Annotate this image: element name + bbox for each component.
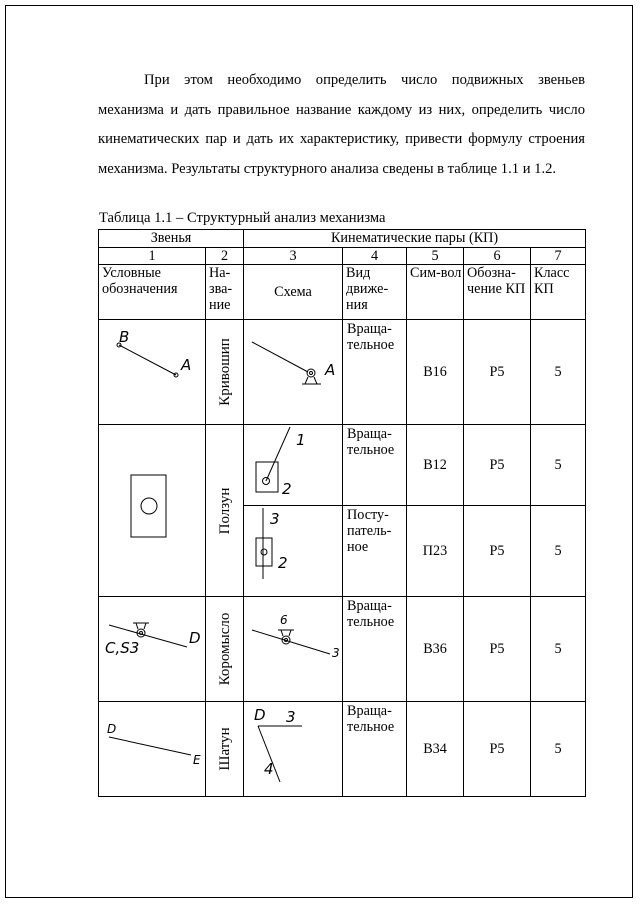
col-number: 1 (99, 248, 206, 265)
table-caption: Таблица 1.1 – Структурный анализ механизма (99, 210, 386, 226)
link-sketch-connecting-rod (99, 702, 206, 797)
link-name: Кривошип (216, 338, 233, 406)
pair-class: 5 (531, 320, 586, 425)
scheme-label: 4 (264, 760, 274, 778)
pair-scheme-p23 (244, 506, 343, 597)
table-row (99, 320, 586, 425)
motion-type: Враща-тельное (343, 702, 407, 797)
link-sketch-crank (99, 320, 206, 425)
link-name-cell (206, 320, 244, 425)
scheme-label: 6 (280, 613, 288, 627)
link-sketch-slider (99, 425, 206, 597)
pair-class: 5 (531, 425, 586, 506)
header-symbols: Условные обозначения (99, 265, 206, 320)
slider-rotational-scheme (244, 425, 343, 506)
link-sketch-rocker (99, 597, 206, 702)
pair-designation: Р5 (464, 597, 531, 702)
scheme-label: 3 (286, 708, 296, 726)
connecting-rod-sketch (99, 702, 206, 797)
header-motion: Вид движе-ния (343, 265, 407, 320)
pair-symbol: В16 (407, 320, 464, 425)
pair-symbol: В36 (407, 597, 464, 702)
link-name-cell (206, 702, 244, 797)
column-header-row (99, 265, 586, 320)
motion-type: Враща-тельное (343, 320, 407, 425)
rocker-link-sketch (99, 597, 206, 702)
pair-designation: Р5 (464, 702, 531, 797)
header-symbol: Сим-вол (407, 265, 464, 320)
motion-type: Враща-тельное (343, 425, 407, 506)
header-name: На-зва-ние (206, 265, 244, 320)
sketch-label: D (107, 722, 117, 736)
pair-scheme-b16 (244, 320, 343, 425)
motion-type: Посту-патель-ное (343, 506, 407, 597)
pair-designation: Р5 (464, 320, 531, 425)
group-links-header: Звенья (99, 230, 244, 248)
pair-designation: Р5 (464, 425, 531, 506)
body-paragraph: При этом необходимо определить число подвижных звеньев механизма и дать правильное название каждому из них, определить число кинематических пар и дать их характеристику, привести формулу строения механизма. Результаты структурного анализа сведены в таблице 1.1 и 1.2. (98, 72, 585, 177)
pair-class: 5 (531, 506, 586, 597)
header-designation: Обозна-чение КП (464, 265, 531, 320)
pair-designation: Р5 (464, 506, 531, 597)
col-number: 7 (531, 248, 586, 265)
scheme-label: A (325, 361, 336, 379)
motion-type: Враща-тельное (343, 597, 407, 702)
link-name: Шатун (216, 727, 233, 771)
column-number-row (99, 248, 586, 265)
col-number: 2 (206, 248, 244, 265)
pair-symbol: В34 (407, 702, 464, 797)
crank-pair-scheme (244, 320, 343, 425)
rocker-pair-scheme (244, 597, 343, 702)
pair-scheme-b12 (244, 425, 343, 506)
link-name: Коромысло (216, 612, 233, 686)
group-pairs-header: Кинематические пары (КП) (244, 230, 586, 248)
crank-link-sketch (99, 320, 206, 425)
scheme-label: 3 (332, 646, 340, 660)
slider-translational-scheme (244, 506, 343, 597)
pair-symbol: П23 (407, 506, 464, 597)
sketch-label: D (189, 629, 201, 647)
col-number: 6 (464, 248, 531, 265)
scheme-label: 2 (282, 480, 292, 498)
link-name: Ползун (216, 487, 233, 534)
sketch-label: C,S3 (105, 639, 140, 657)
pair-class: 5 (531, 597, 586, 702)
scheme-label: D (254, 706, 266, 724)
col-number: 5 (407, 248, 464, 265)
col-number: 3 (244, 248, 343, 265)
pair-scheme-b34 (244, 702, 343, 797)
sketch-label: A (181, 356, 192, 374)
header-class: Класс КП (531, 265, 586, 320)
slider-link-sketch (99, 425, 206, 597)
link-name-cell (206, 425, 244, 597)
scheme-label: 3 (270, 510, 280, 528)
pair-class: 5 (531, 702, 586, 797)
scheme-label: 1 (296, 431, 306, 449)
connecting-rod-pair-scheme (244, 702, 343, 797)
pair-scheme-b36 (244, 597, 343, 702)
table-row (99, 597, 586, 702)
structure-table (98, 229, 586, 797)
pair-symbol: В12 (407, 425, 464, 506)
link-name-cell (206, 597, 244, 702)
header-scheme: Схема (244, 265, 343, 320)
col-number: 4 (343, 248, 407, 265)
sketch-label: E (193, 753, 201, 767)
group-header-row (99, 230, 586, 248)
table-row (99, 702, 586, 797)
table-row (99, 425, 586, 506)
scheme-label: 2 (278, 554, 288, 572)
sketch-label: B (119, 328, 130, 346)
